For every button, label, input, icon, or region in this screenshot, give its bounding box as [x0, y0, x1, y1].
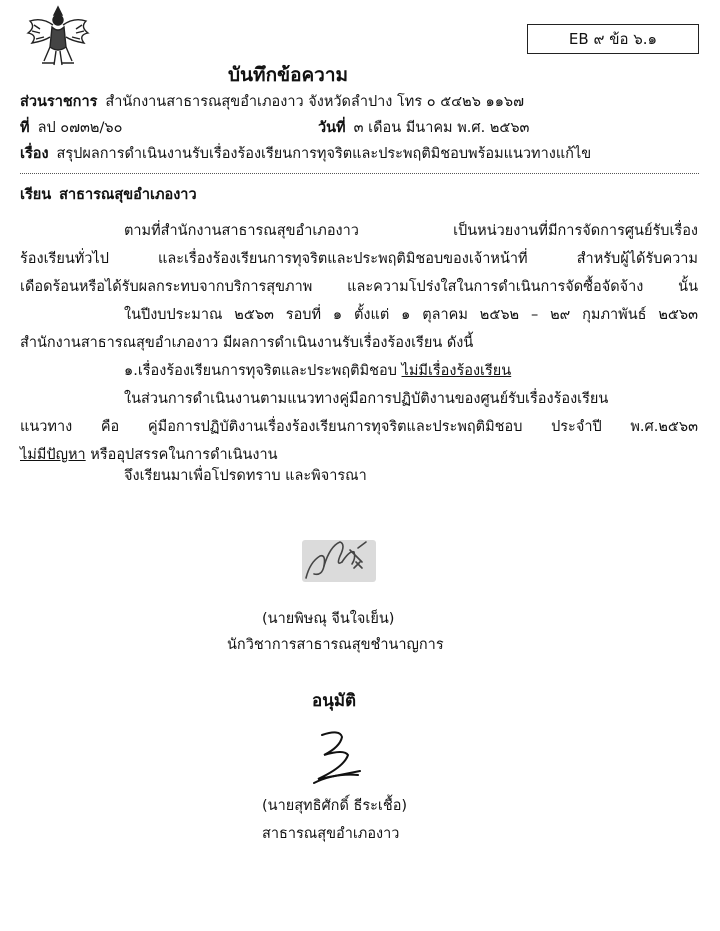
salutation-value: สาธารณสุขอำเภองาว: [59, 187, 197, 203]
date-row: [318, 117, 529, 139]
approver-position: สาธารณสุขอำเภองาว: [262, 826, 400, 842]
no-problem-text: ไม่มีปัญหา: [20, 447, 86, 463]
paragraph-line: ร้องเรียนทั่วไป และเรื่องร้องเรียนการทุจริตและประพฤติมิชอบของเจ้าหน้าที่ สำหรับผู้ได้รับความ: [20, 251, 698, 267]
paragraph-1: [20, 217, 698, 301]
closing-sentence: จึงเรียนมาเพื่อโปรดทราบ และพิจารณา: [124, 468, 367, 484]
item-1-line: [20, 357, 698, 385]
paragraph-line: สำนักงานสาธารณสุขอำเภองาว มีผลการดำเนินงานรับเรื่องร้องเรียน ดังนี้: [20, 335, 474, 351]
paragraph-3: [20, 385, 698, 469]
item-1-text: ๑.เรื่องร้องเรียนการทุจริตและประพฤติมิชอบ: [124, 363, 402, 379]
agency-value: สำนักงานสาธารณสุขอำเภองาว จังหวัดลำปาง โทร ๐ ๕๔๒๖ ๑๑๖๗: [105, 94, 525, 110]
salutation: [20, 184, 197, 206]
paragraph-2: [20, 301, 698, 357]
reference-box: EB ๙ ข้อ ๖.๑: [527, 24, 699, 54]
date-value: ๓ เดือน มีนาคม พ.ศ. ๒๕๖๓: [353, 120, 530, 136]
header-divider: [20, 173, 699, 174]
signature-2-image: [300, 727, 370, 789]
document-number-label: ที่: [20, 120, 30, 136]
agency-label: ส่วนราชการ: [20, 94, 98, 110]
paragraph-line: ในปีงบประมาณ ๒๕๖๓ รอบที่ ๑ ตั้งแต่ ๑ ตุลาคม ๒๕๖๒ – ๒๙ กุมภาพันธ์ ๒๕๖๓: [124, 307, 698, 323]
paragraph-line: เดือดร้อนหรือได้รับผลกระทบจากบริการสุขภาพ และความโปร่งใสในการดำเนินการจัดซื้อจัดจ้าง นั้น: [20, 279, 698, 295]
paragraph-line: แนวทาง คือ คู่มือการปฏิบัติงานเรื่องร้องเรียนการทุจริตและประพฤติมิชอบ ประจำปี พ.ศ.๒๕๖๓: [20, 419, 698, 435]
approval-title: อนุมัติ: [312, 691, 357, 711]
date-label: วันที่: [318, 120, 346, 136]
paragraph-line-rest: หรืออุปสรรคในการดำเนินงาน: [85, 447, 278, 463]
document-number-value: ลป ๐๗๓๒/๖๐: [37, 120, 123, 136]
approver-name: (นายสุทธิศักดิ์ ธีระเชื้อ): [262, 798, 408, 814]
agency-row: [20, 91, 524, 113]
subject-label: เรื่อง: [20, 146, 49, 162]
subject-value: สรุปผลการดำเนินงานรับเรื่องร้องเรียนการทุจริตและประพฤติมิชอบพร้อมแนวทางแก้ไข: [56, 146, 592, 162]
item-1-result: ไม่มีเรื่องร้องเรียน: [401, 363, 512, 379]
paragraph-line: ตามที่สำนักงานสาธารณสุขอำเภองาว เป็นหน่วยงานที่มีการจัดการศูนย์รับเรื่อง: [124, 223, 698, 239]
garuda-emblem-icon: [22, 3, 94, 71]
paragraph-line: ในส่วนการดำเนินงานตามแนวทางคู่มือการปฏิบัติงานของศูนย์รับเรื่องร้องเรียน: [124, 391, 609, 407]
memo-title: บันทึกข้อความ: [228, 64, 349, 86]
salutation-label: เรียน: [20, 187, 52, 203]
signer-position: นักวิชาการสาธารณสุขชำนาญการ: [227, 637, 444, 653]
subject-row: [20, 143, 591, 165]
item-1: [20, 357, 698, 385]
signature-1-image: [296, 532, 382, 588]
document-number-row: [20, 117, 122, 139]
signer-name: (นายพิษณุ จีนใจเย็น): [262, 611, 395, 627]
